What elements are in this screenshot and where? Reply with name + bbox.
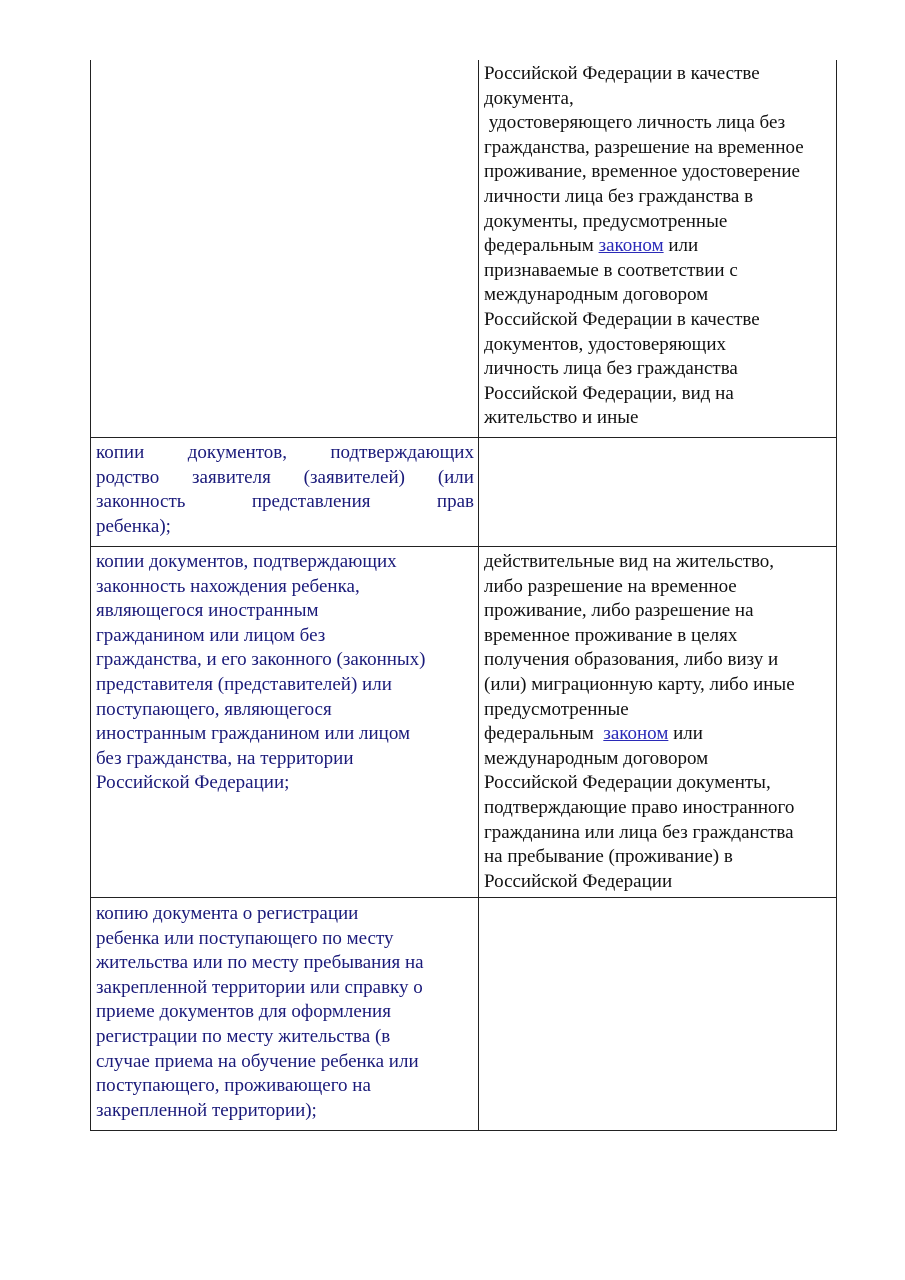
word: подтверждающих	[330, 442, 474, 463]
cell-text-line: проживание, либо разрешение на	[484, 600, 754, 622]
cell-text-line: Российской Федерации	[484, 870, 673, 892]
cell-text-line: иностранным гражданином или лицом	[96, 723, 411, 745]
word: представления	[251, 491, 371, 513]
cell-text-line: являющегося иностранным	[96, 600, 319, 622]
cell-text-line: удостоверяющего личность лица без	[484, 112, 786, 134]
cell-text: федеральным	[484, 235, 599, 257]
table-cell-empty	[479, 898, 837, 1131]
cell-text-line: проживание, временное удостоверение	[484, 161, 800, 183]
cell-text-line: Российской Федерации документы,	[484, 772, 771, 794]
cell-text-line: документов, удостоверяющих	[484, 333, 726, 355]
cell-text-line: жительство и иные	[484, 407, 639, 429]
table-row	[91, 60, 837, 438]
cell-text-line: случае приема на обучение ребенка или	[96, 1050, 419, 1072]
table-cell	[91, 898, 479, 1131]
cell-text-line: копию документа о регистрации	[96, 903, 359, 924]
word: документов,	[187, 442, 287, 463]
cell-text-line: регистрации по месту жительства (в	[96, 1025, 391, 1047]
cell-text-line-with-link	[484, 234, 832, 259]
cell-text-line: личность лица без гражданства	[484, 358, 738, 380]
cell-text-line: без гражданства, на территории	[96, 747, 354, 769]
cell-text-line: копии документов, подтверждающих	[96, 551, 397, 572]
cell-text-line: представителя (представителей) или	[96, 673, 392, 695]
word: (или	[437, 466, 474, 488]
word: законность	[96, 491, 186, 513]
table-cell-empty	[479, 438, 837, 547]
cell-text-line: документы, предусмотренные	[484, 210, 728, 232]
cell-text-line: ребенка);	[96, 515, 171, 537]
cell-text-line: личности лица без гражданства в	[484, 185, 754, 207]
cell-text: или	[668, 723, 703, 745]
word: родство	[96, 466, 160, 488]
table-cell	[479, 547, 837, 898]
cell-text-line-justified	[96, 441, 474, 466]
cell-text-line: признаваемые в соответствии с	[484, 259, 738, 281]
cell-text-line: Российской Федерации, вид на	[484, 382, 734, 404]
cell-text-line: закрепленной территории или справку о	[96, 976, 423, 998]
table-row	[91, 547, 837, 898]
cell-text-line: поступающего, являющегося	[96, 698, 332, 720]
table-row	[91, 438, 837, 547]
cell-text-line: гражданином или лицом без	[96, 624, 326, 646]
cell-text-line-with-link	[484, 722, 832, 747]
word: прав	[436, 491, 474, 513]
table-cell	[479, 60, 837, 438]
cell-text-line: получения образования, либо визу и	[484, 649, 779, 671]
law-link[interactable]: законом	[603, 723, 669, 745]
cell-text-line: международным договором	[484, 284, 709, 306]
cell-text-line: гражданина или лица без гражданства	[484, 821, 794, 843]
cell-text-line: подтверждающие право иностранного	[484, 796, 795, 818]
cell-text-line: гражданства, и его законного (законных)	[96, 649, 426, 671]
cell-text-line: Российской Федерации в качестве	[484, 308, 760, 330]
cell-text-line: Российской Федерации;	[96, 772, 290, 794]
cell-text-line: (или) миграционную карту, либо иные	[484, 673, 795, 695]
cell-text: федеральным	[484, 723, 604, 745]
table-cell-empty	[91, 60, 479, 438]
law-link[interactable]: законом	[598, 235, 664, 257]
cell-text-line: законность нахождения ребенка,	[96, 575, 360, 597]
cell-text: или	[663, 235, 699, 257]
documents-table	[90, 60, 837, 1131]
cell-text-line: жительства или по месту пребывания на	[96, 952, 424, 974]
cell-text-line-justified	[96, 466, 474, 491]
cell-text-line: предусмотренные	[484, 698, 629, 720]
table-cell	[91, 547, 479, 898]
cell-text-line: поступающего, проживающего на	[96, 1075, 371, 1097]
cell-text-line: на пребывание (проживание) в	[484, 846, 733, 868]
cell-text-line: закрепленной территории);	[96, 1099, 317, 1121]
cell-text-line: Российской Федерации в качестве	[484, 63, 760, 84]
word: копии	[96, 442, 145, 463]
cell-text-line: временное проживание в целях	[484, 624, 738, 646]
word: (заявителей)	[303, 466, 405, 488]
cell-text-line: приеме документов для оформления	[96, 1001, 391, 1023]
cell-text-line: действительные вид на жительство,	[484, 551, 775, 572]
word: заявителя	[192, 466, 271, 488]
cell-text-line: ребенка или поступающего по месту	[96, 927, 394, 949]
cell-text-line-justified	[96, 490, 474, 515]
cell-text-line: документа,	[484, 87, 574, 109]
cell-text-line: международным договором	[484, 747, 709, 769]
table-row	[91, 898, 837, 1131]
table-cell	[91, 438, 479, 547]
cell-text-line: либо разрешение на временное	[484, 575, 737, 597]
cell-text-line: гражданства, разрешение на временное	[484, 136, 804, 158]
